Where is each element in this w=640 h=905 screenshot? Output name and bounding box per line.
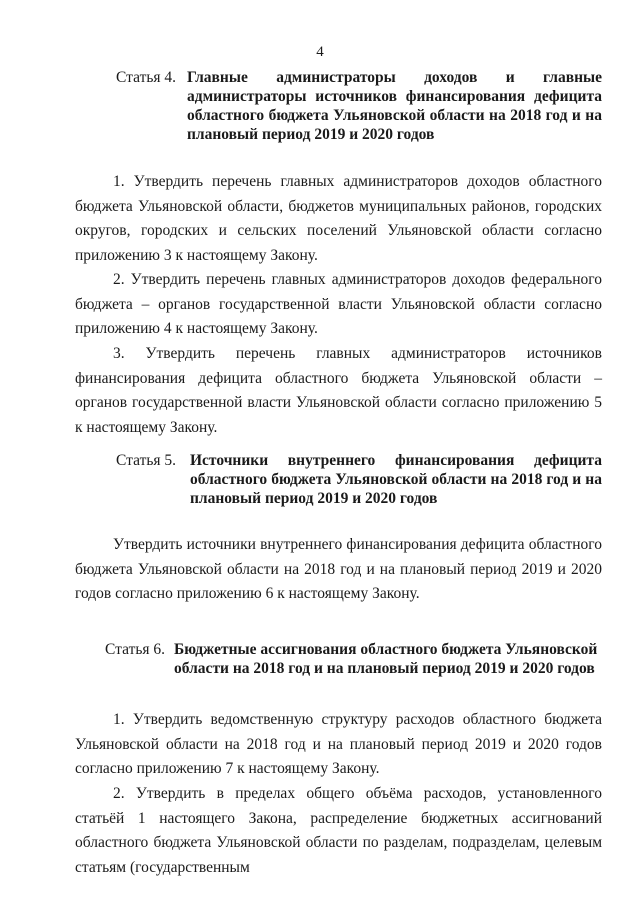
article-4-heading (187, 68, 602, 87)
article-5-label: Статья 5. (116, 452, 177, 469)
article-5-paragraph-1: Утвердить источники внутреннего финансирования дефицита областного бюджета Ульяновской области на 2018 год и на плановый период 2019 и 2020 годов согласно приложению 6 к настоящему Закону. (75, 536, 602, 602)
article-6-header (105, 640, 602, 680)
article-6-heading (174, 640, 602, 659)
article-4-paragraph-3: 3. Утвердить перечень главных администраторов источников финансирования дефицита областного бюджета Ульяновской области – органов государственной власти Ульяновской области согласно приложению 5 к настоящему Закону. (75, 345, 602, 436)
article-4-label: Статья 4. (116, 69, 177, 86)
article-4-paragraph-1: 1. Утвердить перечень главных администраторов доходов областного бюджета Ульяновской области, бюджетов муниципальных районов, городских округов, городских и сельских поселений Ульяновской области согласно приложению 3 к настоящему Закону. (75, 173, 602, 264)
article-6-heading-line1: Бюджетные ассигнования областного бюджета Ульяновской (174, 641, 598, 658)
article-6-paragraph-2: 2. Утвердить в пределах общего объёма расходов, установленного статьёй 1 настоящего Закона, распределение бюджетных ассигнований областного бюджета Ульяновской области по разделам, подразделам, целевым статьям (государственным (75, 785, 602, 876)
article-5-heading-line1: Источники внутреннего финансирования дефицита (190, 452, 602, 469)
article-4-header (116, 68, 602, 143)
article-6-heading-rest: области на 2018 год и на плановый период 2019 и 2020 годов (174, 660, 595, 677)
page-number: 4 (316, 44, 324, 60)
article-4-paragraph-2: 2. Утвердить перечень главных администраторов доходов федерального бюджета – органов государственной власти Ульяновской области согласно приложению 4 к настоящему Закону. (75, 271, 602, 337)
article-4-heading-rest: администраторы источников финансирования дефицита областного бюджета Ульяновской области на 2018 год и на плановый период 2019 и 2020 годов (187, 88, 602, 143)
article-6-label: Статья 6. (105, 641, 166, 658)
article-4-heading-line1: Главные администраторы доходов и главные (187, 69, 602, 86)
article-6-paragraph-1: 1. Утвердить ведомственную структуру расходов областного бюджета Ульяновской области на 2018 год и на плановый период 2019 и 2020 годов согласно приложению 7 к настоящему Закону. (75, 711, 602, 777)
article-5-heading-rest: областного бюджета Ульяновской области на 2018 год и на плановый период 2019 и 2020 годов (190, 471, 602, 507)
article-5-heading (190, 451, 602, 470)
article-5-header (116, 451, 602, 511)
